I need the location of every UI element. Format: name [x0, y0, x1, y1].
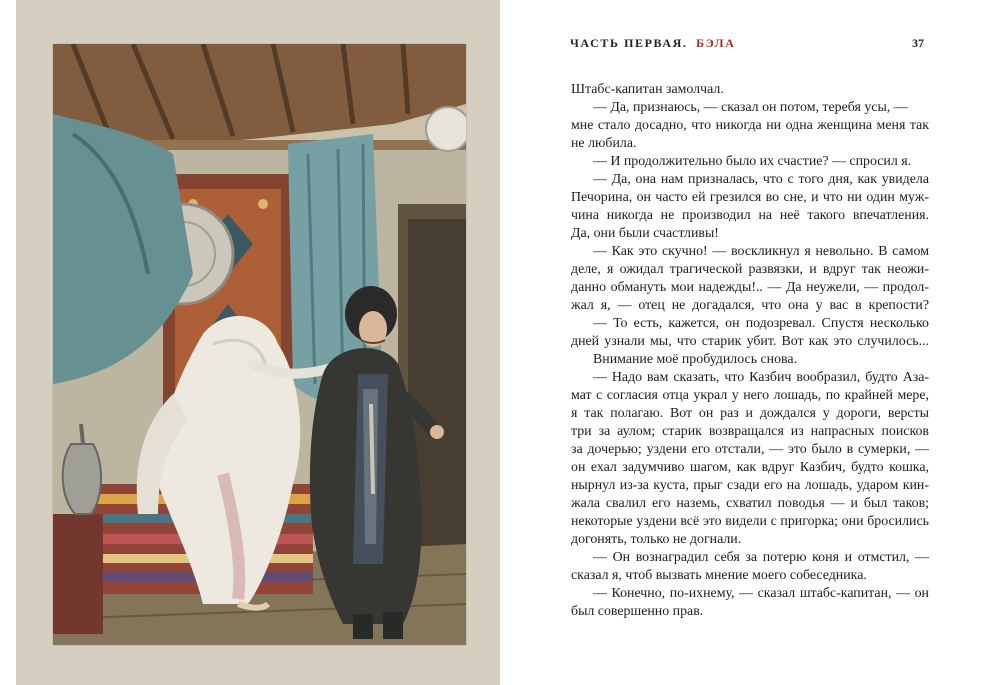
text-line: данно обмануть мои надежды!.. — Да неужели, — продол- — [571, 280, 929, 295]
running-head-chapter: БЭЛА — [696, 36, 736, 50]
running-head — [570, 36, 930, 51]
text-line: жал я, — отец не догадался, что она у вас в крепости? — [571, 298, 929, 313]
left-page — [16, 0, 500, 685]
text-line: — И продолжительно было их счастие? — спросил я. — [593, 154, 912, 169]
text-line: — Да, она нам призналась, что с того дня, как увидела — [593, 172, 929, 187]
text-line: некоторые уздени всё это видели с пригорка; они бросились — [571, 514, 929, 529]
running-head-part: ЧАСТЬ ПЕРВАЯ. — [570, 36, 688, 50]
text-line: Да, они были счастливы! — [571, 226, 719, 241]
text-line: догонять, только не догнали. — [571, 532, 742, 547]
text-line: был совершенно прав. — [571, 604, 704, 619]
text-line: он ехал задумчиво шагом, как вдруг Казбич, будто кошка, — [571, 460, 929, 475]
text-line: — Конечно, по-ихнему, — сказал штабс-капитан, — он — [593, 586, 929, 601]
text-line: — Он вознаградил себя за потерю коня и отмстил, — — [593, 550, 929, 565]
right-page — [500, 0, 1000, 685]
text-line: чина никогда не производил на неё такого впечатления. — [571, 208, 929, 223]
text-line: нырнул из-за куста, прыг сзади его на лошадь, ударом кин- — [571, 478, 929, 493]
text-line: — Да, признаюсь, — сказал он потом, теребя усы, — — [593, 100, 908, 115]
text-line: три за аулом; старик возвращался из напрасных поисков — [571, 424, 929, 439]
text-line: деле, я ожидал трагической развязки, и вдруг так неожи- — [571, 262, 929, 277]
text-line: — То есть, кажется, он подозревал. Спустя несколько — [593, 316, 929, 331]
text-line: — Надо вам сказать, что Казбич вообразил, будто Аза- — [593, 370, 929, 385]
text-line: мне стало досадно, что никогда ни одна женщина меня так — [571, 118, 929, 133]
text-line: жала свалил его наземь, схватил поводья — и был таков; — [571, 496, 929, 511]
illustration-artwork — [53, 44, 466, 645]
illustration — [53, 44, 466, 645]
text-line: — Как это скучно! — воскликнул я невольно. В самом — [593, 244, 929, 259]
text-line: Печорина, он часто ей грезился во сне, и что ни один муж- — [571, 190, 929, 205]
text-body — [571, 81, 929, 621]
text-line: дней узнали мы, что старик убит. Вот как это случилось... — [571, 334, 929, 349]
page-number: 37 — [912, 36, 924, 50]
text-line: Штабс-капитан замолчал. — [571, 82, 724, 97]
text-line: Внимание моё пробудилось снова. — [593, 352, 798, 367]
text-line: мат с согласия отца украл у него лошадь, по крайней мере, — [571, 388, 929, 403]
text-line: за дочерью; уздени его отстали, — это было в сумерки, — — [571, 442, 929, 457]
text-line: не любила. — [571, 136, 637, 151]
text-line: сказал я, чтоб вызвать мнение моего собеседника. — [571, 568, 867, 583]
text-line: я так полагаю. Вот он раз и дождался у дороги, версты — [571, 406, 929, 421]
